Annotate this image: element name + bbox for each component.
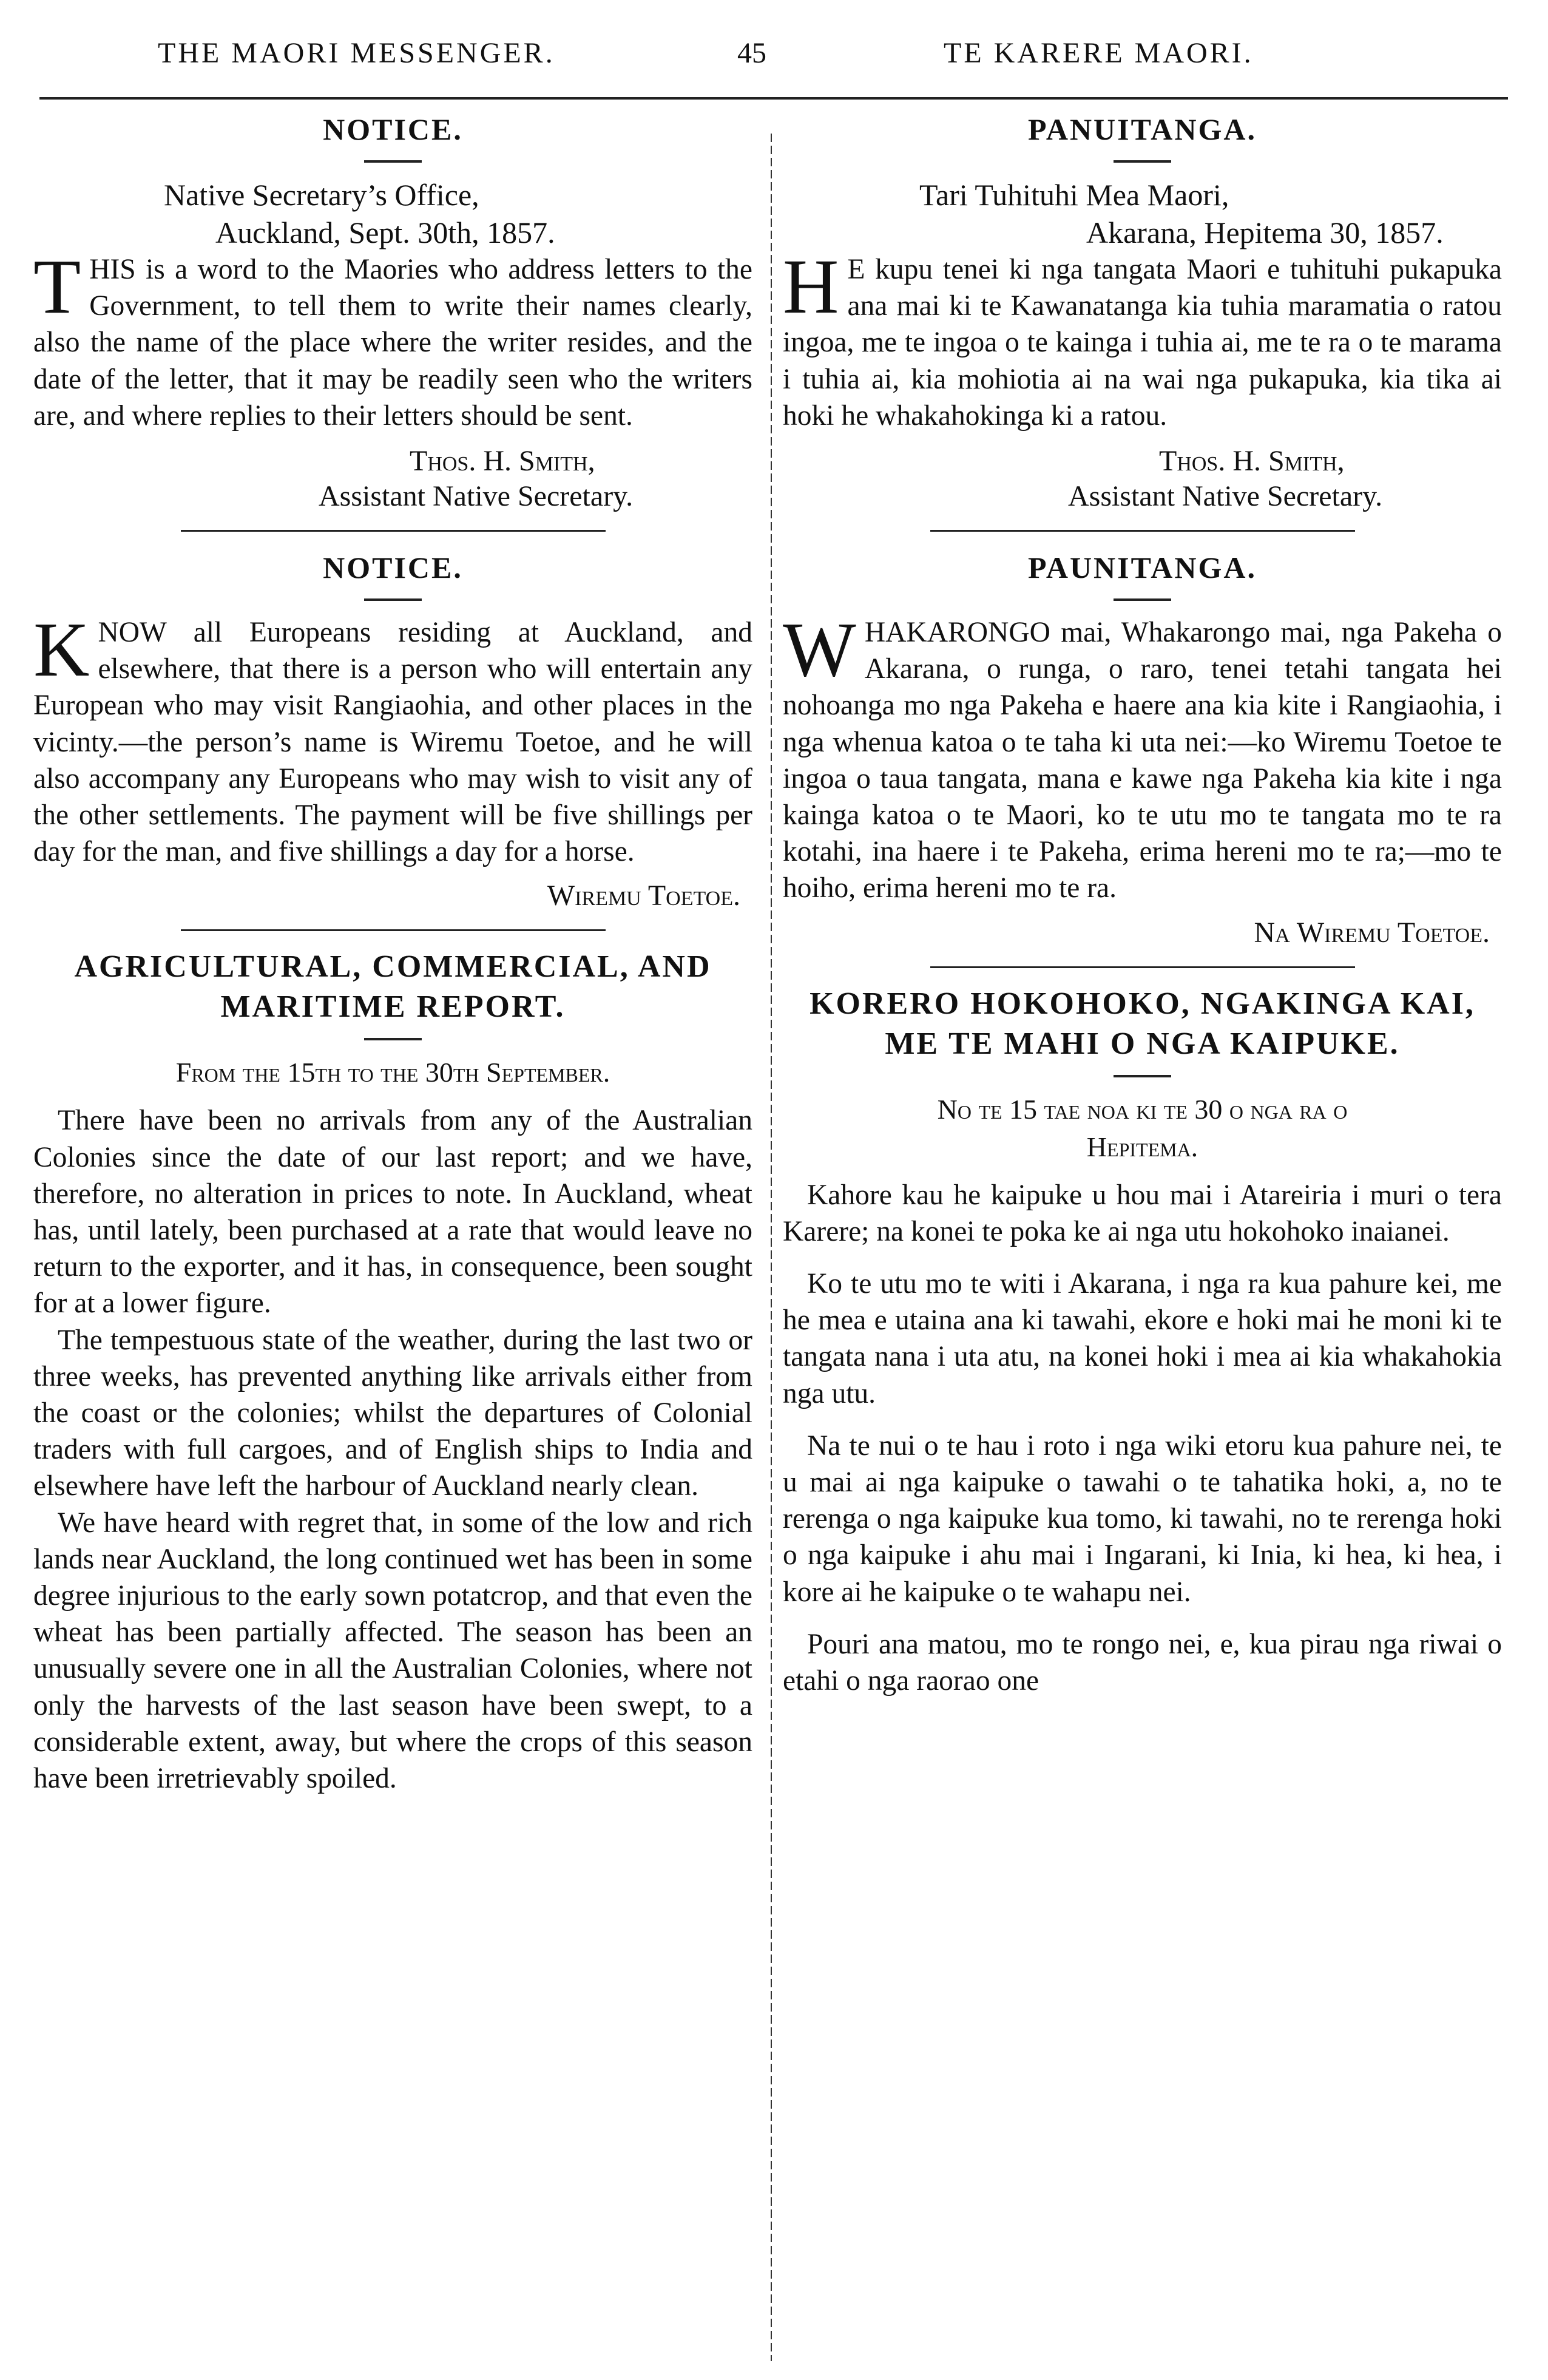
signature-title: Assistant Native Secretary.: [1068, 480, 1383, 513]
report-paragraph-3: We have heard with regret that, in some of the low and rich lands near Auckland, the long continued wet has been in some degree injurious to the early sown potatcrop, and that even the wheat has been partially affected. The season has been an unusually severe one in all the Australian Colonies, where not only the harvests of the last season have been swept, to a considerable extent, away, but where the crops of this season have been irretrievably spoiled.: [33, 1507, 752, 1795]
notice-native-secretary: [33, 109, 752, 514]
report-date-range: From the 15th to the 30th September.: [175, 1057, 610, 1088]
short-rule: [364, 1038, 422, 1040]
panuitanga-notice: [783, 109, 1502, 514]
dateline-date: Auckland, Sept. 30th, 1857.: [215, 215, 555, 249]
report-paragraph-4: Pouri ana matou, mo te rongo nei, e, kua pirau nga riwai o etahi o nga raorao one: [783, 1628, 1502, 1697]
section-rule: [930, 966, 1355, 968]
notice-heading: PAUNITANGA.: [1028, 551, 1257, 585]
report-title-line1: KORERO HOKOHOKO, NGAKINGA KAI,: [809, 986, 1475, 1021]
short-rule: [1114, 160, 1171, 163]
signature-name: Wiremu Toetoe.: [547, 880, 740, 912]
report-paragraph-2: Ko te utu mo te witi i Akarana, i nga ra kua pahure kei, me he mea e utaina ana ki tawahi, ekore e hoki mai he moni ki te tangata nana i uta atu, na konei hoki i mea ai kia whakahokia nga utu.: [783, 1268, 1502, 1409]
notice-text: HAKARONGO mai, Whakarongo mai, nga Pakeha o Akarana, o runga, o raro, tenei tetahi tangata hei nohoanga mo nga Pakeha e haere ana kia kite i Rangiaohia, i nga whenua katoa o te taha ki uta nei:—ko Wiremu Toetoe te ingoa o taua tangata, mana e kawe nga Pakeha kia kite i nga kainga katoa o te Maori, ko te utu mo te tangata mo te ra kotahi, ina haere i te Pakeha, erima hereni mo te ra;—mo te hoiho, erima hereni mo te ra.: [783, 617, 1502, 904]
section-rule: [181, 929, 606, 931]
short-rule: [1114, 598, 1171, 601]
signature-name: Na Wiremu Toetoe.: [1254, 916, 1490, 949]
header-rule: [39, 97, 1508, 100]
report-title-line2: MARITIME REPORT.: [220, 989, 566, 1025]
english-column: [33, 109, 752, 2373]
agricultural-report: [33, 947, 752, 1797]
report-paragraph-1: Kahore kau he kaipuke u hou mai i Atareiria i muri o tera Karere; na konei te poka ke ai nga utu hokohoko inaianei.: [783, 1179, 1502, 1247]
signature-name: Thos. H. Smith,: [1159, 445, 1345, 478]
short-rule: [364, 160, 422, 163]
notice-heading: PANUITANGA.: [1028, 112, 1257, 146]
report-paragraph-3: Na te nui o te hau i roto i nga wiki etoru kua pahure nei, te u mai ai nga kaipuke o tawahi o te tahatika hoki, a, no te rerenga o nga kaipuke kua tomo, ki tawahi, no te rerenga hoki o nga kaipuke i ahu mai i Ingarani, ki Inia, ki hea, ki hea, i kore ai he kaipuke o te wahapu nei.: [783, 1429, 1502, 1608]
notice-text: NOW all Europeans residing at Auckland, and elsewhere, that there is a person who will entertain any European who may visit Rangiaohia, and other places in the vicinty.—the person’s name is Wiremu Toetoe, and he will also accompany any Europeans who may wish to visit any of the other settlements. The payment will be five shillings per day for the man, and five shillings a day for a horse.: [33, 617, 752, 868]
paunitanga-notice: [783, 548, 1502, 951]
korero-hokohoko-report: [783, 984, 1502, 1700]
maori-column: [783, 109, 1502, 2373]
dateline-office: Native Secretary’s Office,: [164, 178, 479, 212]
report-title-line2: ME TE MAHI O NGA KAIPUKE.: [885, 1026, 1400, 1061]
report-paragraph-2: The tempestuous state of the weather, during the last two or three weeks, has prevented anything like arrivals either from the coast or the colonies; whilst the departures of Colonial traders with full cargoes, and of English ships to India and elsewhere have left the harbour of Auckland nearly clean.: [33, 1324, 752, 1502]
report-date-range: No te 15 tae noa ki te 30 o nga ra o: [937, 1093, 1348, 1125]
drop-cap: W: [783, 606, 856, 693]
report-title-line1: AGRICULTURAL, COMMERCIAL, AND: [74, 949, 712, 985]
section-rule: [930, 530, 1355, 532]
report-date-range-month: Hepitema.: [1086, 1131, 1198, 1162]
notice-text: HIS is a word to the Maories who address letters to the Government, to tell them to write their names clearly, also the name of the place where the writer resides, and the date of the letter, that it may be readily seen who the writers are, and where replies to their letters should be sent.: [33, 254, 752, 432]
drop-cap: H: [783, 243, 839, 330]
signature-name: Thos. H. Smith,: [410, 445, 595, 478]
running-head-maori: TE KARERE MAORI.: [944, 37, 1254, 69]
dateline-office: Tari Tuhituhi Mea Maori,: [919, 178, 1229, 212]
notice-body: [33, 243, 752, 434]
notice-heading: NOTICE.: [323, 551, 463, 585]
notice-body: [33, 606, 752, 870]
notice-heading: NOTICE.: [323, 112, 463, 146]
notice-body: [783, 606, 1502, 907]
page-number: 45: [737, 37, 766, 69]
drop-cap: T: [33, 243, 81, 330]
section-rule: [181, 530, 606, 532]
notice-body: [783, 243, 1502, 434]
drop-cap: K: [33, 606, 90, 693]
notice-text: E kupu tenei ki nga tangata Maori e tuhituhi pukapuka ana mai ki te Kawanatanga kia tuhia maramatia o ratou ingoa, me te ingoa o te kainga i tuhia ai, me te ra o te marama i tuhia ai, kia mohiotia ai na wai nga pukapuka, kia tika ai hoki he whakahokinga ki a ratou.: [783, 254, 1502, 432]
signature-title: Assistant Native Secretary.: [319, 480, 634, 513]
dateline-date: Akarana, Hepitema 30, 1857.: [1086, 215, 1444, 249]
short-rule: [364, 598, 422, 601]
notice-wiremu-toetoe: [33, 548, 752, 914]
short-rule: [1114, 1075, 1171, 1077]
column-divider: [771, 134, 772, 2361]
report-paragraph-1: There have been no arrivals from any of the Australian Colonies since the date of our last report; and we have, therefore, no alteration in prices to note. In Auckland, wheat has, until lately, been purchased at a rate that would leave no return to the exporter, and it has, in consequence, been sought for at a lower figure.: [33, 1105, 752, 1320]
running-head-english: THE MAORI MESSENGER.: [158, 37, 555, 69]
